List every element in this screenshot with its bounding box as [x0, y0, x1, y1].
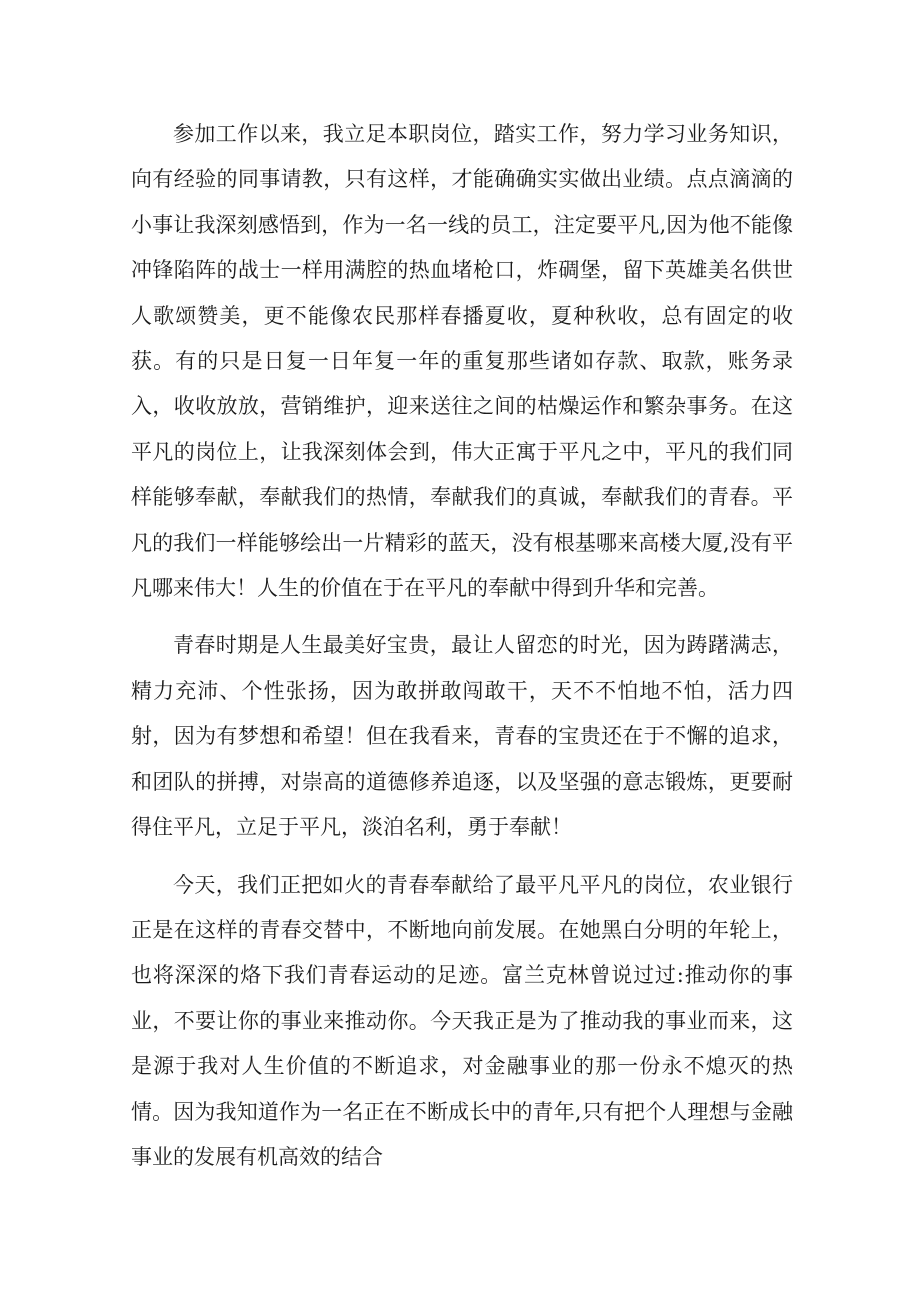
paragraph-today: 今天，我们正把如火的青春奉献给了最平凡平凡的岗位，农业银行正是在这样的青春交替中，不断地向前发展。在她黑白分明的年轮上，也将深深的烙下我们青春运动的足迹。富兰克林曾说过过:推动你的事业，不要让你的事业来推动你。今天我正是为了推动我的事业而来，这是源于我对人生价值的不断追求，对金融事业的那一份永不熄灭的热情。因为我知道作为一名正在不断成长中的青年,只有把个人理想与金融事业的发展有机高效的结合: [131, 872, 793, 1169]
paragraph-work-experience: 参加工作以来，我立足本职岗位，踏实工作，努力学习业务知识，向有经验的同事请教，只有这样，才能确确实实做出业绩。点点滴滴的小事让我深刻感悟到，作为一名一线的员工，注定要平凡,因为他不能像冲锋陷阵的战士一样用满腔的热血堵枪口，炸碉堡，留下英雄美名供世人歌颂赞美，更不能像农民那样春播夏收，夏种秋收，总有固定的收获。有的只是日复一日年复一年的重复那些诸如存款、取款，账务录入，收收放放，营销维护，迎来送往之间的枯燥运作和繁杂事务。在这平凡的岗位上，让我深刻体会到，伟大正寓于平凡之中，平凡的我们同样能够奉献，奉献我们的热情，奉献我们的真诚，奉献我们的青春。平凡的我们一样能够绘出一片精彩的蓝天，没有根基哪来高楼大厦,没有平凡哪来伟大！人生的价值在于在平凡的奉献中得到升华和完善。: [131, 122, 793, 601]
paragraph-youth: 青春时期是人生最美好宝贵，最让人留恋的时光，因为踌躇满志，精力充沛、个性张扬，因为敢拼敢闯敢干，天不不怕地不怕，活力四射，因为有梦想和希望！但在我看来，青春的宝贵还在于不懈的追求，和团队的拼搏，对崇高的道德修养追逐，以及坚强的意志锻炼，更要耐得住平凡，立足于平凡，淡泊名利，勇于奉献！: [131, 633, 793, 840]
document-body: [131, 112, 793, 1180]
